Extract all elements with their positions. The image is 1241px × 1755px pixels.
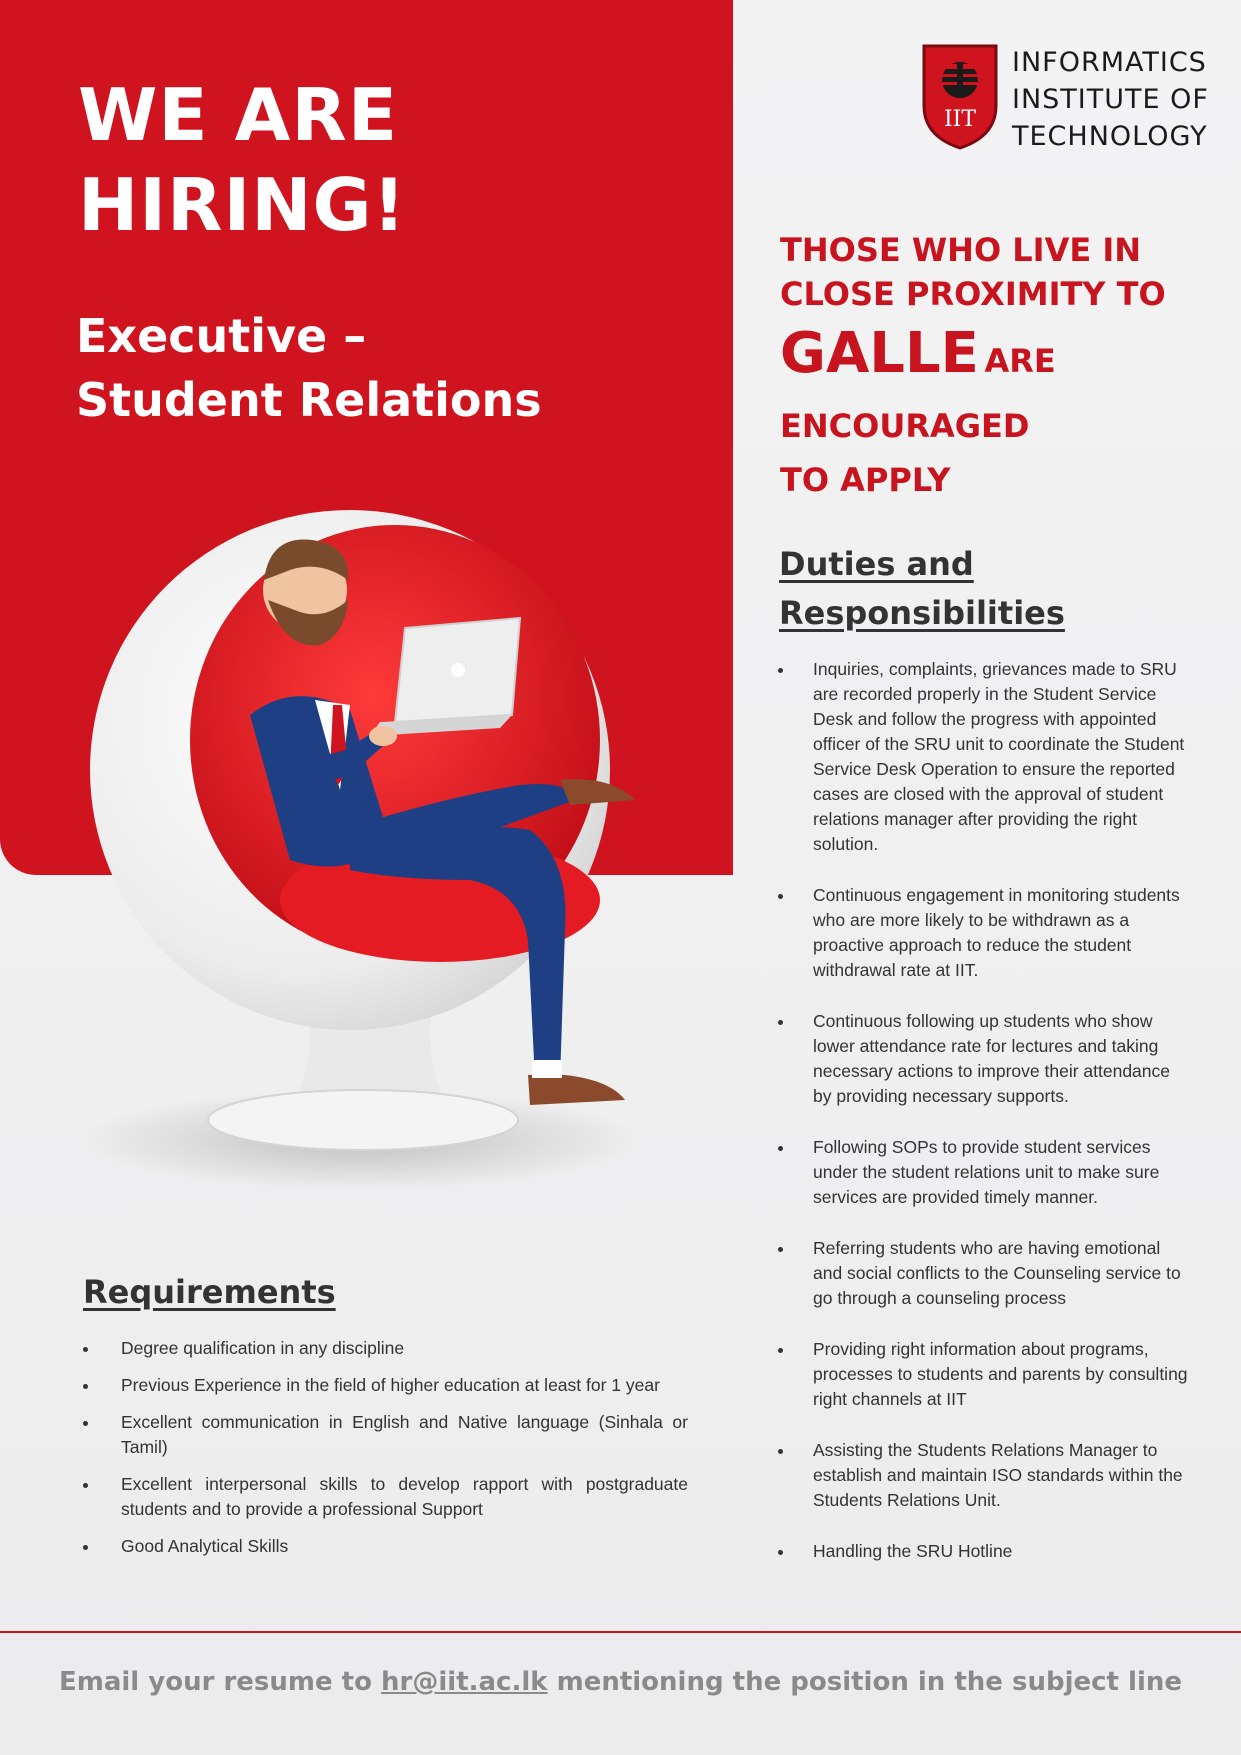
headline-line-1: WE ARE [78,73,399,157]
requirement-item: Excellent communication in English and Native language (Sinhala or Tamil) [83,1410,688,1460]
footer-suffix: mentioning the position in the subject line [556,1667,1182,1697]
headline-line-2: HIRING! [78,163,407,247]
logo-mark: IIT [943,107,977,132]
duty-item: Following SOPs to provide student services under the student relations unit to make sure services are provided timely manner. [778,1135,1193,1210]
requirement-item: Degree qualification in any discipline [83,1336,688,1361]
callout-line-4: ENCOURAGED [780,407,1030,445]
person-shoe-top [560,779,635,805]
man-in-egg-chair-illustration [50,500,750,1200]
requirement-item: Excellent interpersonal skills to develop rapport with postgraduate students and to provide a professional Support [83,1472,688,1522]
duty-item: Assisting the Students Relations Manager to establish and maintain ISO standards within the Students Relations Unit. [778,1438,1193,1513]
callout-city-line [780,322,1220,399]
callout-line-2: CLOSE PROXIMITY TO [780,275,1166,313]
institute-name-line-3: TECHNOLOGY [1012,121,1208,152]
job-title-line-2: Student Relations [76,373,542,427]
iit-logo [922,44,1212,154]
location-callout [780,228,1220,507]
hr-email-link[interactable]: hr@iit.ac.lk [381,1667,548,1697]
institute-name-line-1: INFORMATICS [1012,47,1207,78]
hiring-headline [78,70,406,250]
requirement-item: Previous Experience in the field of higher education at least for 1 year [83,1373,688,1398]
duties-list [778,657,1193,1590]
job-title [76,304,542,432]
duties-heading-line-1: Duties and [779,545,974,583]
institute-name [1012,44,1209,155]
duty-item: Handling the SRU Hotline [778,1539,1193,1564]
laptop-logo-icon [451,663,465,677]
person-shoe-bottom [528,1075,625,1105]
footer-prefix: Email your resume to [59,1667,372,1697]
duty-item: Referring students who are having emotional and social conflicts to the Counseling service to go through a counseling process [778,1236,1193,1311]
duty-item: Continuous engagement in monitoring students who are more likely to be withdrawn as a proactive approach to reduce the student withdrawal rate at IIT. [778,883,1193,983]
footer-divider [0,1631,1241,1633]
chair-base [208,1090,518,1150]
callout-line-1: THOSE WHO LIVE IN [780,231,1142,269]
duties-heading-line-2: Responsibilities [779,594,1065,632]
job-title-line-1: Executive – [76,309,367,363]
person-sock [532,1060,562,1078]
requirements-list [83,1336,688,1571]
callout-city-suffix: ARE [984,342,1056,380]
duty-item: Continuous following up students who show lower attendance rate for lectures and taking necessary actions to improve their attendance by providing necessary supports. [778,1009,1193,1109]
callout-line-5: TO APPLY [780,461,951,499]
duty-item: Inquiries, complaints, grievances made to SRU are recorded properly in the Student Service Desk and follow the progress with appointed officer of the SRU unit to coordinate the Student Service Desk Operation to ensure the reported cases are closed with the approval of student relations manager after providing the right solution. [778,657,1193,857]
duties-heading [779,540,1065,638]
institute-name-line-2: INSTITUTE OF [1012,84,1209,115]
callout-city: GALLE [780,321,979,386]
duty-item: Providing right information about programs, processes to students and parents by consulting right channels at IIT [778,1337,1193,1412]
iit-shield-logo [922,44,998,150]
requirements-heading: Requirements [83,1273,336,1311]
person-hand [369,726,397,746]
footer-apply-instructions [0,1662,1241,1702]
requirement-item: Good Analytical Skills [83,1534,688,1559]
